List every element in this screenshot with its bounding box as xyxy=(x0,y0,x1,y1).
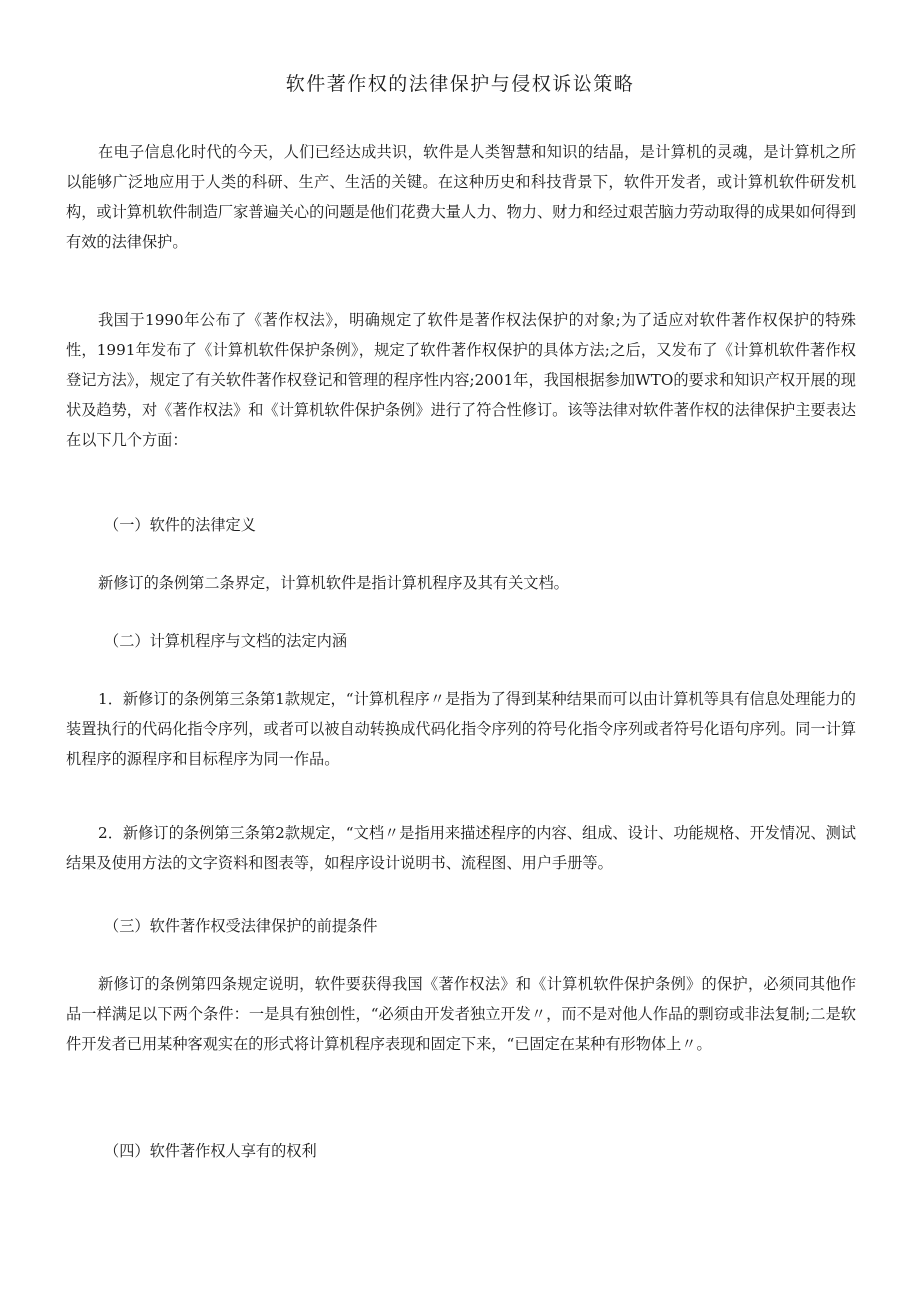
paragraph-document-definition: 2．新修订的条例第三条第2款规定，“文档〃是指用来描述程序的内容、组成、设计、功能规格、开发情况、测试结果及使用方法的文字资料和图表等，如程序设计说明书、流程图、用户手册等。 xyxy=(66,824,856,872)
section-heading-2: （二）计算机程序与文档的法定内涵 xyxy=(104,632,347,650)
paragraph-conditions: 新修订的条例第四条规定说明，软件要获得我国《著作权法》和《计算机软件保护条例》的保护，必须同其他作品一样满足以下两个条件：一是具有独创性，“必须由开发者独立开发〃，而不是对他人作品的剽窃或非法复制;二是软件开发者已用某种客观实在的形式将计算机程序表现和固定下来，“已固定在某种有形物体上〃。 xyxy=(66,975,856,1053)
section-heading-4: （四）软件著作权人享有的权利 xyxy=(104,1142,317,1160)
section-heading-3: （三）软件著作权受法律保护的前提条件 xyxy=(104,917,378,935)
paragraph-program-definition: 1．新修订的条例第三条第1款规定，“计算机程序〃是指为了得到某种结果而可以由计算机等具有信息处理能力的装置执行的代码化指令序列，或者可以被自动转换成代码化指令序列的符号化指令序列或者符号化语句序列。同一计算机程序的源程序和目标程序为同一作品。 xyxy=(66,690,856,768)
document-title: 软件著作权的法律保护与侵权诉讼策略 xyxy=(285,73,635,95)
paragraph-intro: 在电子信息化时代的今天，人们已经达成共识，软件是人类智慧和知识的结晶，是计算机的灵魂，是计算机之所以能够广泛地应用于人类的科研、生产、生活的关键。在这种历史和科技背景下，软件开发者，或计算机软件研发机构，或计算机软件制造厂家普遍关心的问题是他们花费大量人力、物力、财力和经过艰苦脑力劳动取得的成果如何得到有效的法律保护。 xyxy=(66,143,856,251)
paragraph-definition: 新修订的条例第二条界定，计算机软件是指计算机程序及其有关文档。 xyxy=(98,574,569,592)
section-heading-1: （一）软件的法律定义 xyxy=(104,516,256,534)
paragraph-legislation: 我国于1990年公布了《著作权法》，明确规定了软件是著作权法保护的对象;为了适应对软件著作权保护的特殊性，1991年发布了《计算机软件保护条例》，规定了软件著作权保护的具体方法;之后，又发布了《计算机软件著作权登记方法》，规定了有关软件著作权登记和管理的程序性内容;2001年，我国根据参加WTO的要求和知识产权开展的现状及趋势，对《著作权法》和《计算机软件保护条例》进行了符合性修订。该等法律对软件著作权的法律保护主要表达在以下几个方面： xyxy=(66,311,856,449)
